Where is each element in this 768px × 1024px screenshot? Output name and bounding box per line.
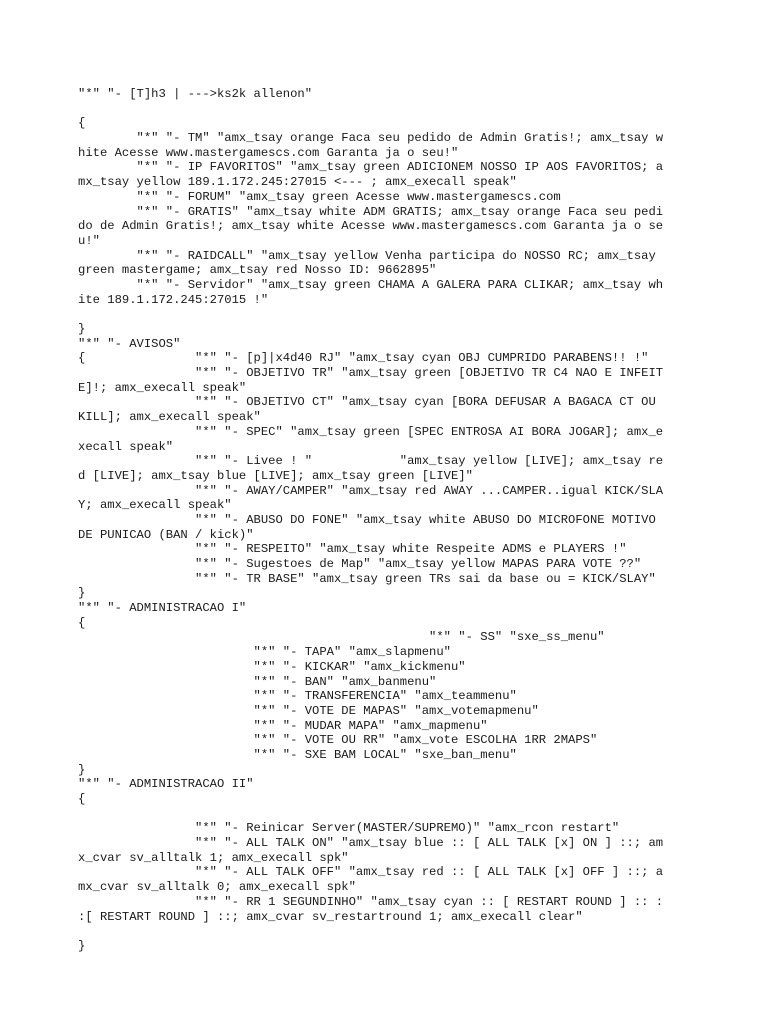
text-line: :[ RESTART ROUND ] ::; amx_cvar sv_restartround 1; amx_execall clear" (78, 909, 583, 924)
text-line: hite Acesse www.mastergamescs.com Garanta ja o seu!" (78, 145, 459, 160)
text-line: "*" "- TM" "amx_tsay orange Faca seu pedido de Admin Gratis!; amx_tsay w (78, 131, 664, 146)
text-line: "*" "- KICKAR" "amx_kickmenu" (78, 659, 466, 674)
text-line: "*" "- ABUSO DO FONE" "amx_tsay white ABUSO DO MICROFONE MOTIVO (78, 512, 656, 527)
text-line: KILL]; amx_execall speak" (78, 410, 261, 425)
text-line: { (78, 615, 86, 630)
text-line: "*" "- GRATIS" "amx_tsay white ADM GRATIS; amx_tsay orange Faca seu pedi (78, 204, 664, 219)
text-line: "*" "- SS" "sxe_ss_menu" (78, 630, 605, 645)
text-line: do de Admin Gratis!; amx_tsay white Acesse www.mastergamescs.com Garanta ja o se (78, 219, 664, 234)
text-line: "*" "- RR 1 SEGUNDINHO" "amx_tsay cyan :: [ RESTART ROUND ] :: : (78, 894, 664, 909)
text-line: u!" (78, 233, 100, 248)
text-line: "*" "- SXE BAM LOCAL" "sxe_ban_menu" (78, 747, 517, 762)
text-line: "*" "- [T]h3 | --->ks2k allenon" (78, 87, 313, 101)
text-line: "*" "- VOTE DE MAPAS" "amx_votemapmenu" (78, 703, 539, 718)
text-line: { "*" "- [p]|x4d40 RJ" "amx_tsay cyan OBJ CUMPRIDO PARABENS!! !" (78, 351, 649, 366)
text-line (78, 924, 698, 939)
text-line: green mastergame; amx_tsay red Nosso ID: 9662895" (78, 263, 437, 278)
text-line (78, 307, 698, 322)
text-line: } (78, 586, 86, 601)
text-line: "*" "- ALL TALK ON" "amx_tsay blue :: [ ALL TALK [x] ON ] ::; am (78, 836, 664, 851)
text-line: } (78, 938, 86, 953)
text-line: "*" "- ADMINISTRACAO II" (78, 777, 254, 792)
text-line: "*" "- ALL TALK OFF" "amx_tsay red :: [ ALL TALK [x] OFF ] ::; a (78, 865, 664, 880)
document-page (78, 87, 698, 954)
text-line: Y; amx_execall speak" (78, 498, 232, 513)
text-line: x_cvar sv_alltalk 1; amx_execall spk" (78, 850, 349, 865)
text-line: "*" "- BAN" "amx_banmenu" (78, 674, 437, 689)
text-line: "*" "- RAIDCALL" "amx_tsay yellow Venha participa do NOSSO RC; amx_tsay (78, 248, 656, 263)
text-line: "*" "- AVISOS" (78, 336, 181, 351)
text-line (78, 102, 698, 117)
text-line: "*" "- Sugestoes de Map" "amx_tsay yellow MAPAS PARA VOTE ??" (78, 557, 642, 571)
text-line: { (78, 792, 86, 806)
text-line: "*" "- SPEC" "amx_tsay green [SPEC ENTROSA AI BORA JOGAR]; amx_e (78, 424, 664, 439)
text-line: mx_cvar sv_alltalk 0; amx_execall spk" (78, 880, 356, 895)
text-line: "*" "- TRANSFERENCIA" "amx_teammenu" (78, 689, 517, 704)
text-line: E]!; amx_execall speak" (78, 380, 247, 395)
text-line: DE PUNICAO (BAN / kick)" (78, 527, 254, 542)
text-line: "*" "- TAPA" "amx_slapmenu" (78, 645, 451, 660)
text-line: xecall speak" (78, 439, 174, 454)
text-line: "*" "- FORUM" "amx_tsay green Acesse www.mastergamescs.com (78, 189, 561, 204)
text-line: "*" "- RESPEITO" "amx_tsay white Respeite ADMS e PLAYERS !" (78, 542, 627, 557)
text-line: ite 189.1.172.245:27015 !" (78, 292, 269, 307)
text-line: d [LIVE]; amx_tsay blue [LIVE]; amx_tsay green [LIVE]" (78, 468, 473, 483)
text-line: mx_tsay yellow 189.1.172.245:27015 <--- ; amx_execall speak" (78, 175, 517, 190)
text-line: "*" "- IP FAVORITOS" "amx_tsay green ADICIONEM NOSSO IP AOS FAVORITOS; a (78, 160, 664, 175)
text-line: "*" "- TR BASE" "amx_tsay green TRs sai da base ou = KICK/SLAY" (78, 571, 656, 586)
text-line: "*" "- MUDAR MAPA" "amx_mapmenu" (78, 718, 488, 733)
text-line: "*" "- Livee ! " "amx_tsay yellow [LIVE]; amx_tsay re (78, 454, 664, 469)
text-line: } (78, 322, 86, 336)
text-line: "*" "- OBJETIVO TR" "amx_tsay green [OBJETIVO TR C4 NAO E INFEIT (78, 366, 664, 381)
text-line: "*" "- ADMINISTRACAO I" (78, 601, 247, 616)
text-line: "*" "- Servidor" "amx_tsay green CHAMA A GALERA PARA CLIKAR; amx_tsay wh (78, 277, 664, 292)
text-line: "*" "- VOTE OU RR" "amx_vote ESCOLHA 1RR 2MAPS" (78, 733, 598, 748)
text-line: "*" "- Reinicar Server(MASTER/SUPREMO)" "amx_rcon restart" (78, 821, 620, 836)
text-line: "*" "- AWAY/CAMPER" "amx_tsay red AWAY ...CAMPER..igual KICK/SLA (78, 483, 664, 498)
text-line: { (78, 116, 86, 131)
text-line (78, 807, 698, 822)
text-line: } (78, 762, 86, 777)
text-line: "*" "- OBJETIVO CT" "amx_tsay cyan [BORA DEFUSAR A BAGACA CT OU (78, 395, 656, 410)
